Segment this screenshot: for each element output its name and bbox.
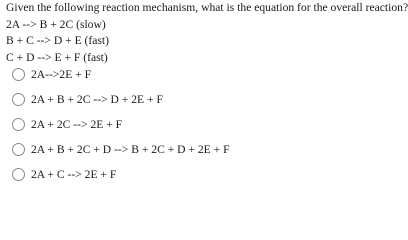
radio-button-icon[interactable] xyxy=(12,143,25,156)
answer-option-label: 2A + B + 2C + D --> B + 2C + D + 2E + F xyxy=(31,142,230,156)
answer-option-4[interactable] xyxy=(12,141,230,157)
mechanism-step-1: 2A --> B + 2C (slow) xyxy=(6,17,106,31)
answer-option-5[interactable] xyxy=(12,166,116,182)
answer-option-label: 2A-->2E + F xyxy=(31,67,92,81)
radio-button-icon[interactable] xyxy=(12,118,25,131)
radio-button-icon[interactable] xyxy=(12,168,25,181)
answer-option-2[interactable] xyxy=(12,91,163,107)
answer-option-label: 2A + 2C --> 2E + F xyxy=(31,117,123,131)
mechanism-step-2: B + C --> D + E (fast) xyxy=(6,34,110,47)
question-block xyxy=(6,0,408,66)
answer-option-label: 2A + B + 2C --> D + 2E + F xyxy=(31,92,163,106)
answer-option-label: 2A + C --> 2E + F xyxy=(31,167,117,181)
mechanism-step-3: C + D --> E + F (fast) xyxy=(6,50,108,64)
answer-option-3[interactable] xyxy=(12,116,122,132)
radio-button-icon[interactable] xyxy=(12,68,25,81)
answer-option-1[interactable] xyxy=(12,66,91,82)
radio-button-icon[interactable] xyxy=(12,93,25,106)
question-prompt: Given the following reaction mechanism, what is the equation for the overall reaction? xyxy=(6,1,408,14)
